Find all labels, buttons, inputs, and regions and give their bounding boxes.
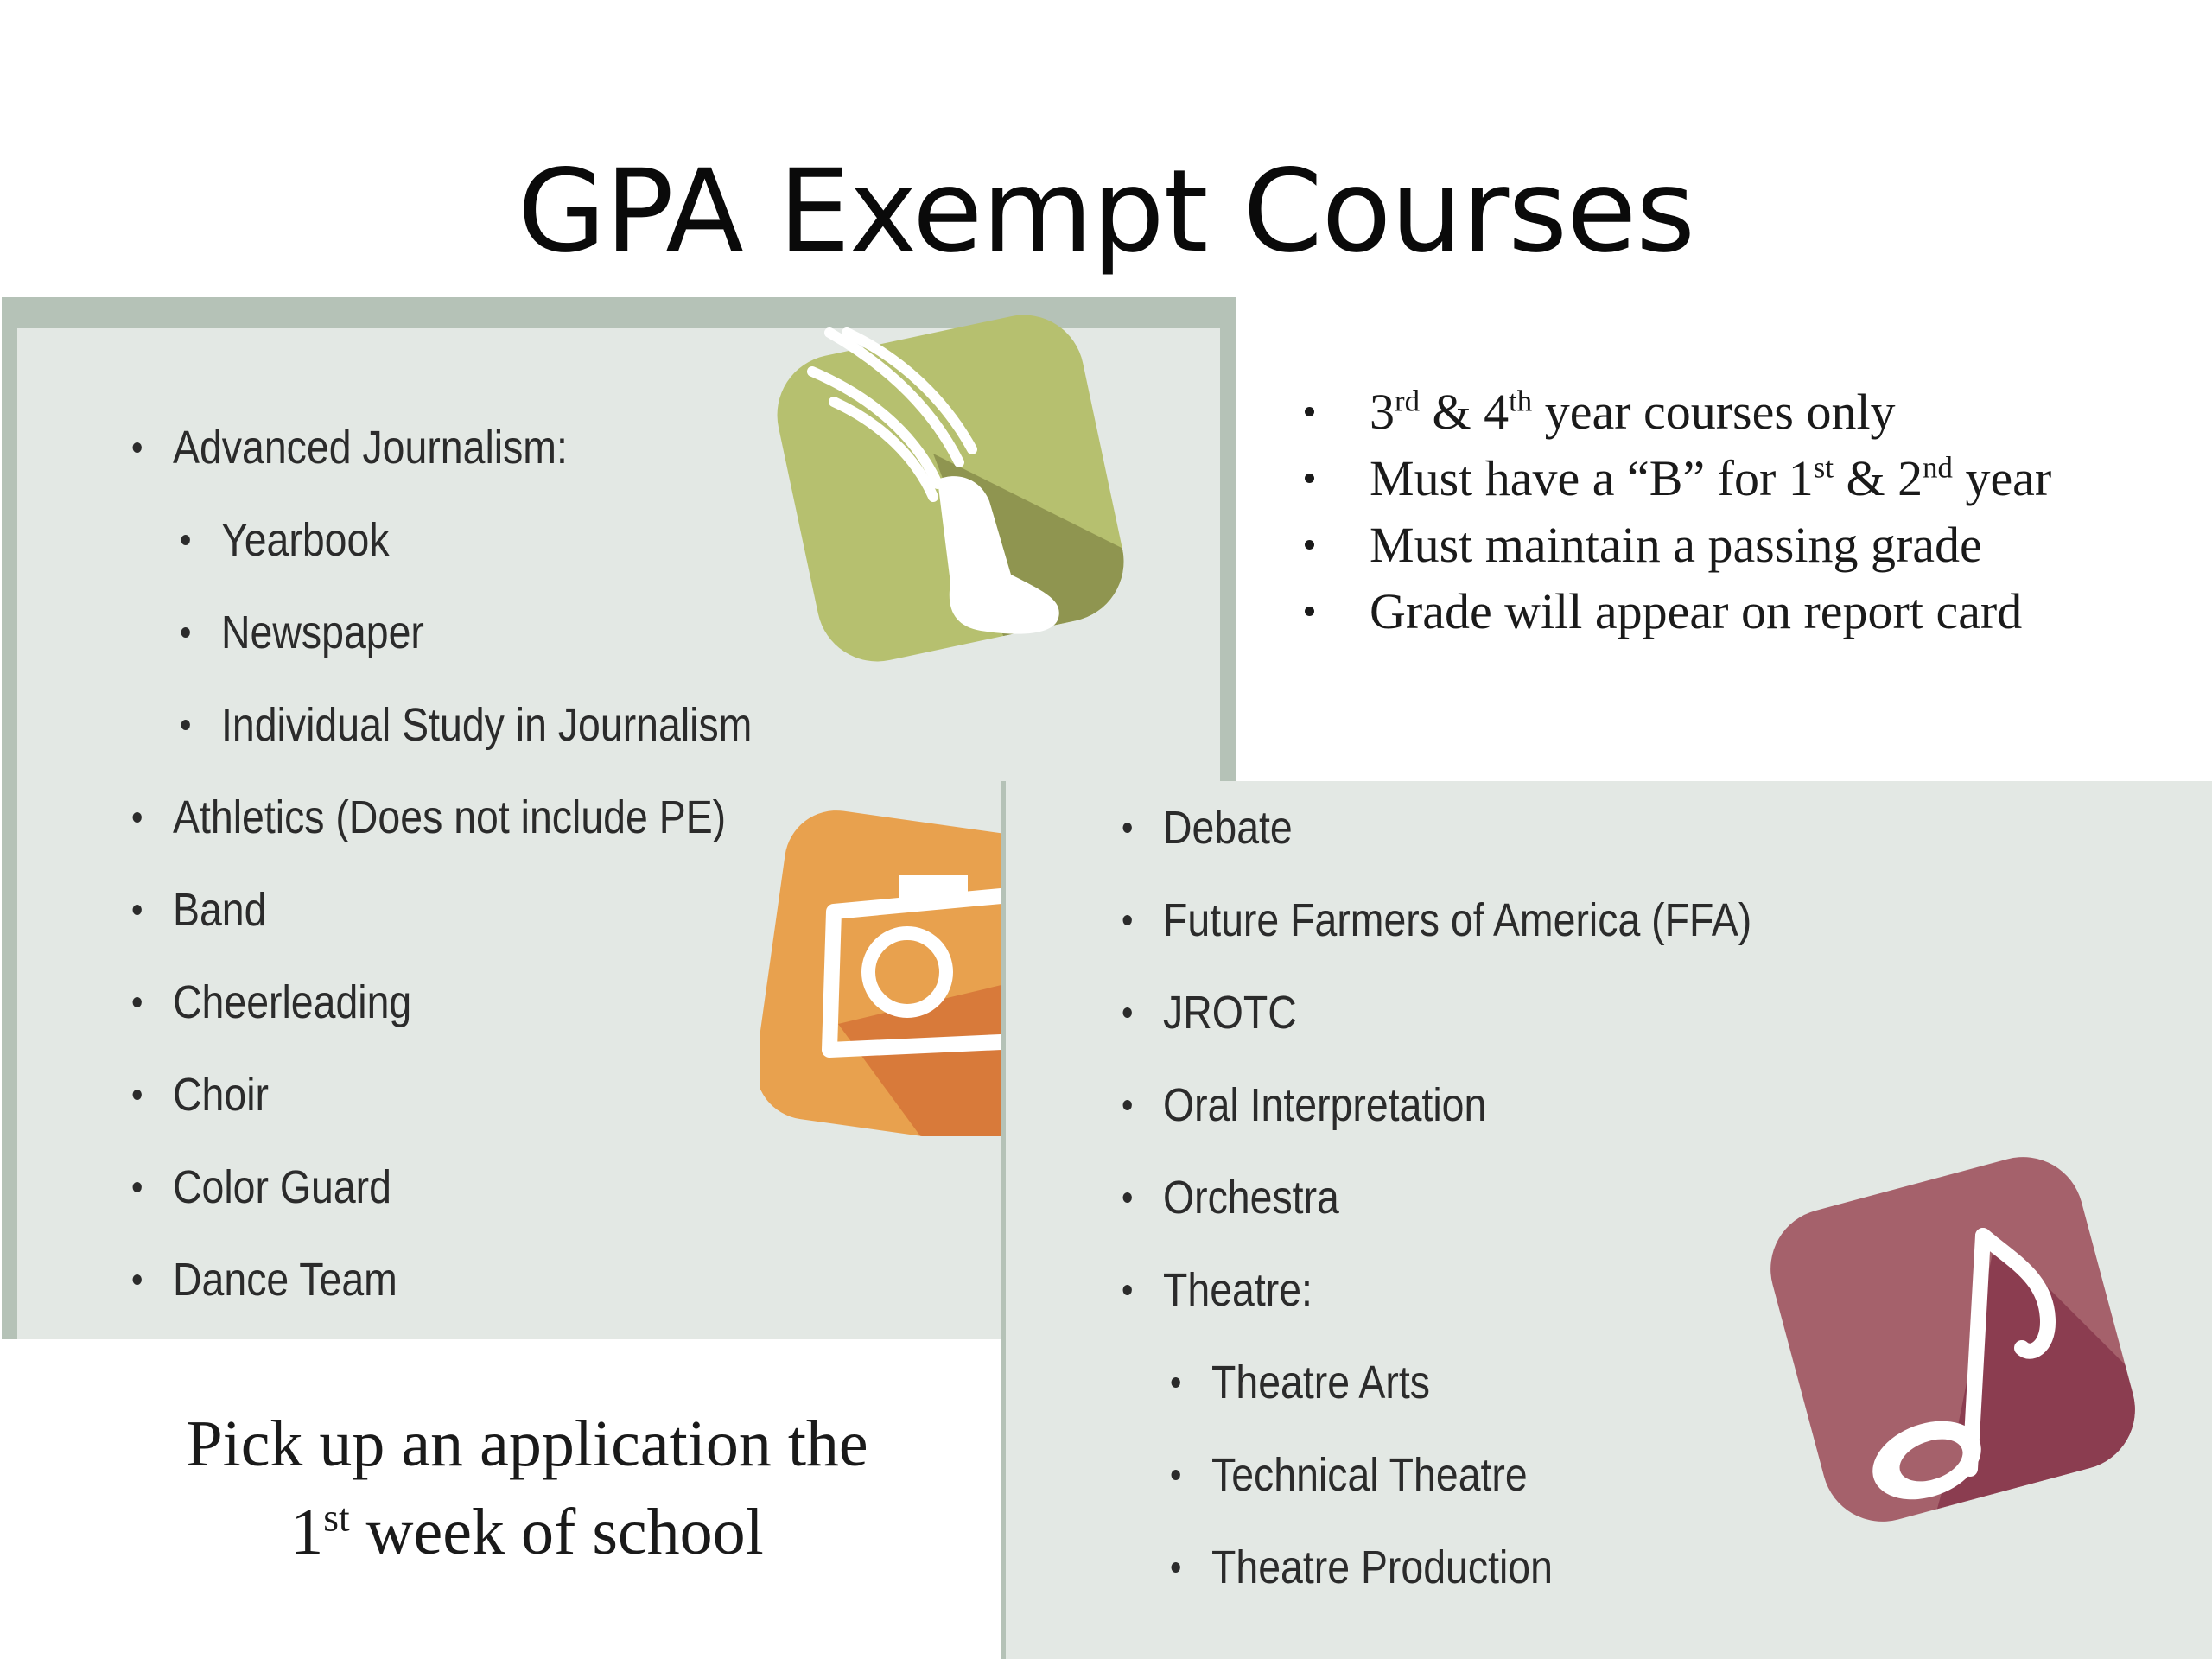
list-item-label: Theatre Production bbox=[1211, 1541, 1553, 1593]
rule-text: 3 bbox=[1370, 384, 1395, 440]
list-item-label: Advanced Journalism: bbox=[173, 422, 568, 474]
bullet-icon bbox=[1172, 1562, 1180, 1573]
list-item-label: Athletics (Does not include PE) bbox=[173, 791, 727, 843]
list-item bbox=[173, 772, 746, 864]
rule-text: year bbox=[1952, 450, 2052, 506]
list-item bbox=[1211, 1429, 1758, 1522]
list-item bbox=[1163, 782, 1751, 874]
right-course-list bbox=[1163, 782, 1847, 1614]
list-item bbox=[173, 957, 746, 1049]
list-item-label: Band bbox=[173, 884, 267, 936]
bullet-icon bbox=[1305, 474, 1314, 483]
bullet-icon bbox=[1123, 1007, 1132, 1018]
bullet-icon bbox=[1172, 1470, 1180, 1480]
list-item-label: Future Farmers of America (FFA) bbox=[1163, 894, 1752, 946]
list-item-label: Technical Theatre bbox=[1211, 1449, 1528, 1501]
list-item-label: JROTC bbox=[1163, 987, 1297, 1039]
pickup-superscript: st bbox=[323, 1495, 350, 1540]
bullet-icon bbox=[1305, 407, 1314, 416]
exemption-rules-list bbox=[1296, 378, 2051, 645]
rule-text: & 2 bbox=[1834, 450, 1923, 506]
list-item-label: Newspaper bbox=[221, 607, 424, 658]
bullet-icon bbox=[1305, 540, 1314, 550]
rule-item bbox=[1296, 378, 2051, 445]
list-item-label: Orchestra bbox=[1163, 1172, 1339, 1224]
rule-superscript: nd bbox=[1923, 450, 1953, 485]
rule-text: Must have a “B” for 1 bbox=[1370, 450, 1814, 506]
list-item bbox=[221, 679, 752, 772]
bullet-icon bbox=[1123, 1192, 1132, 1203]
list-item-label: Debate bbox=[1163, 802, 1293, 854]
bullet-icon bbox=[133, 1274, 142, 1285]
list-item bbox=[173, 1141, 746, 1234]
list-item bbox=[1163, 874, 1751, 967]
camera-icon bbox=[760, 808, 1011, 1136]
list-item-label: Individual Study in Journalism bbox=[221, 699, 753, 751]
list-item bbox=[1163, 1152, 1751, 1244]
rule-text: Must maintain a passing grade bbox=[1370, 517, 1982, 573]
list-item-label: Dance Team bbox=[173, 1254, 397, 1306]
pickup-text: week of school bbox=[349, 1496, 764, 1568]
list-item-label: Cheerleading bbox=[173, 976, 412, 1028]
rule-item bbox=[1296, 445, 2051, 512]
list-item bbox=[173, 1049, 746, 1141]
list-item-label: Oral Interpretation bbox=[1163, 1079, 1487, 1131]
list-item bbox=[1163, 967, 1751, 1059]
pickup-text: 1 bbox=[290, 1496, 324, 1568]
rule-superscript: th bbox=[1509, 384, 1533, 418]
bullet-icon bbox=[133, 442, 142, 453]
bullet-icon bbox=[1123, 915, 1132, 925]
list-item bbox=[1163, 1059, 1751, 1152]
list-item-label: Choir bbox=[173, 1069, 269, 1121]
list-item bbox=[1211, 1337, 1758, 1429]
list-item-label: Theatre Arts bbox=[1211, 1357, 1430, 1408]
pickup-line-1: Pick up an application the bbox=[186, 1408, 868, 1480]
pickup-line-2 bbox=[104, 1488, 950, 1576]
pickup-note bbox=[104, 1400, 950, 1576]
rule-item bbox=[1296, 578, 2051, 645]
list-item bbox=[1163, 1244, 1751, 1337]
left-course-list bbox=[173, 402, 838, 1326]
bullet-icon bbox=[181, 627, 190, 638]
list-item-label: Theatre: bbox=[1163, 1264, 1313, 1316]
rule-item bbox=[1296, 512, 2051, 578]
bullet-icon bbox=[133, 812, 142, 823]
rule-superscript: rd bbox=[1395, 384, 1420, 418]
list-item-label: Yearbook bbox=[221, 514, 390, 566]
rule-text: year courses only bbox=[1532, 384, 1896, 440]
rule-superscript: st bbox=[1813, 450, 1834, 485]
bullet-icon bbox=[133, 1182, 142, 1192]
rule-text: Grade will appear on report card bbox=[1370, 583, 2023, 639]
list-item bbox=[173, 864, 746, 957]
list-item bbox=[221, 494, 752, 587]
list-item-label: Color Guard bbox=[173, 1161, 391, 1213]
bullet-icon bbox=[133, 1090, 142, 1100]
rule-text: & 4 bbox=[1420, 384, 1510, 440]
slide-title: GPA Exempt Courses bbox=[517, 145, 1695, 278]
bullet-icon bbox=[1123, 1285, 1132, 1295]
list-item bbox=[221, 587, 752, 679]
bullet-icon bbox=[1172, 1377, 1180, 1388]
bullet-icon bbox=[181, 535, 190, 545]
bullet-icon bbox=[133, 997, 142, 1007]
bullet-icon bbox=[133, 905, 142, 915]
bullet-icon bbox=[1123, 823, 1132, 833]
bullet-icon bbox=[1305, 607, 1314, 616]
bullet-icon bbox=[181, 720, 190, 730]
music-note-icon bbox=[1754, 1141, 2152, 1538]
list-item bbox=[173, 1234, 746, 1326]
bullet-icon bbox=[1123, 1100, 1132, 1110]
list-item bbox=[173, 402, 746, 494]
list-item bbox=[1211, 1522, 1758, 1614]
